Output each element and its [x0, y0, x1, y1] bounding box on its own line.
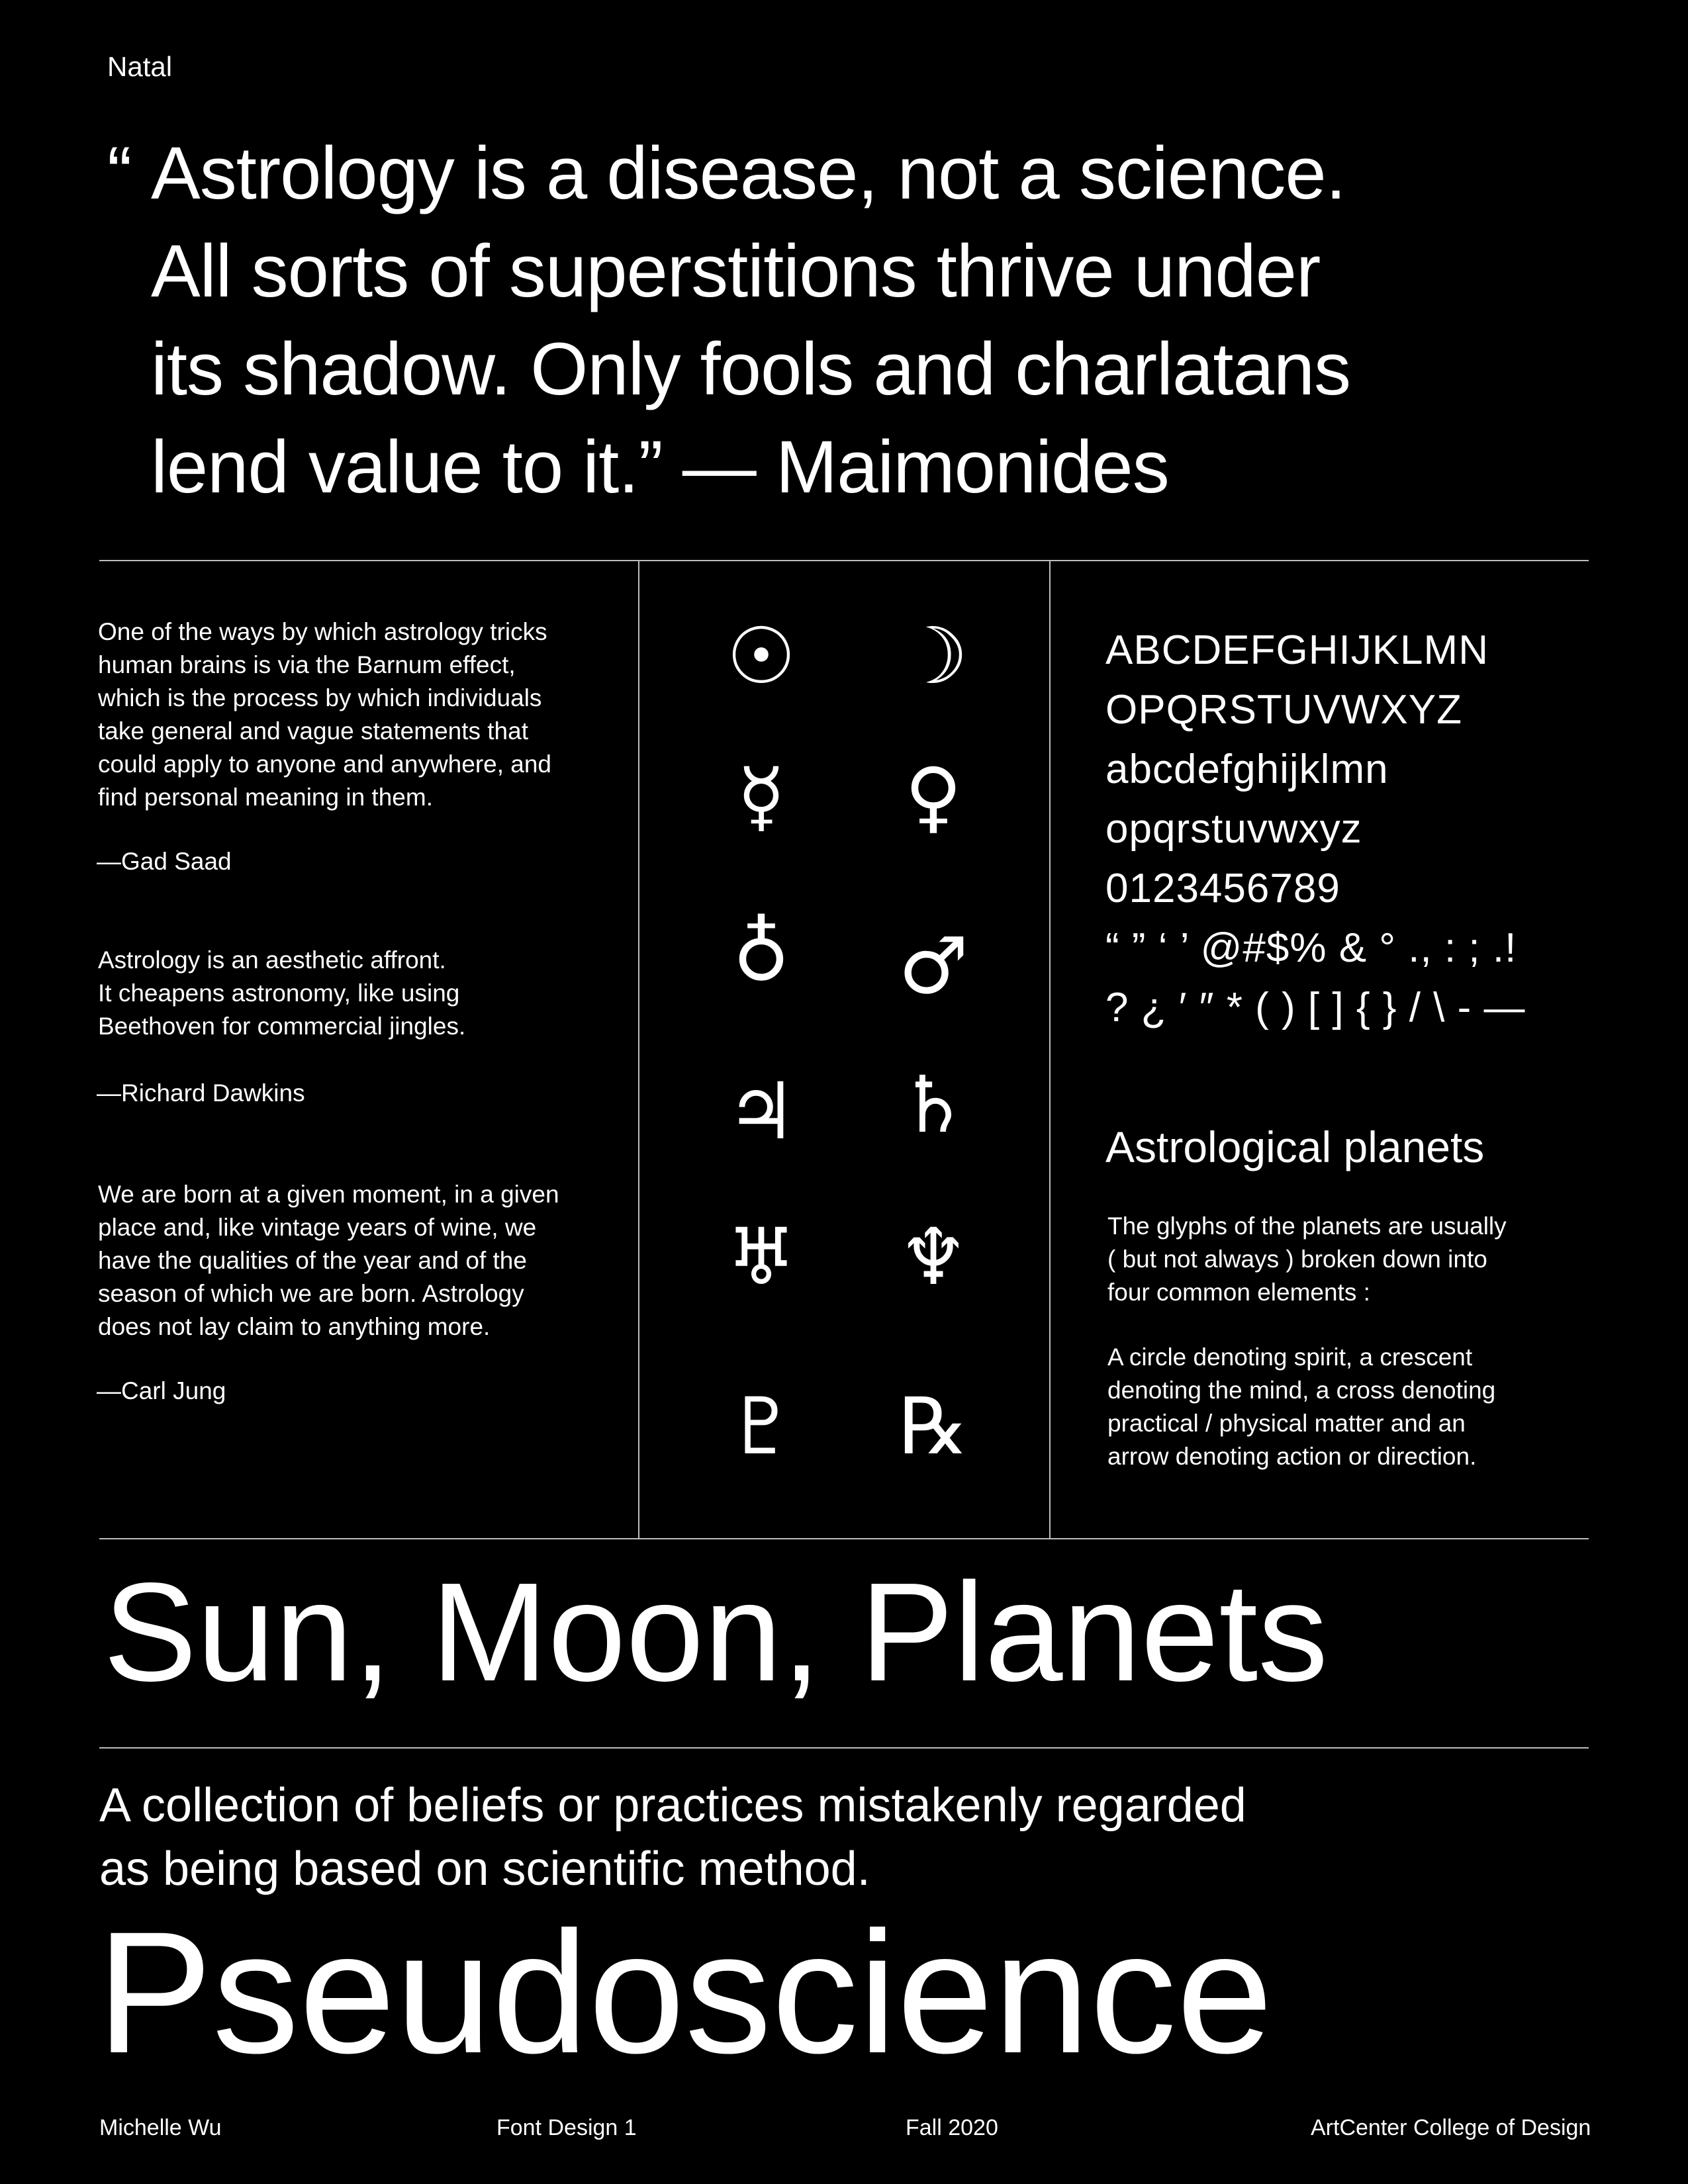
quote-line: have the qualities of the year and of the	[98, 1247, 527, 1274]
charset-line: abcdefghijklmn	[1105, 747, 1389, 792]
quote-carl-jung	[98, 1178, 621, 1343]
character-set	[1105, 621, 1525, 1038]
column-divider-right	[1049, 560, 1051, 1538]
quote-line: Beethoven for commercial jingles.	[98, 1013, 466, 1040]
quote-line: take general and vague statements that	[98, 717, 528, 745]
quote-line: human brains is via the Barnum effect,	[98, 651, 516, 678]
quote-line: find personal meaning in them.	[98, 784, 433, 811]
footer-school: ArtCenter College of Design	[1311, 2115, 1591, 2140]
planets-line: A circle denoting spirit, a crescent	[1107, 1343, 1473, 1371]
uranus-icon: ♅	[726, 1211, 796, 1302]
quote-line: Astrology is an aesthetic affront.	[98, 946, 446, 974]
divider-top	[99, 560, 1589, 561]
header-label: Natal	[107, 51, 173, 82]
quote-line: does not lay claim to anything more.	[98, 1313, 491, 1340]
charset-line: “ ” ‘ ’ @#$% & ° ., : ; .!	[1105, 925, 1517, 971]
planets-line: four common elements :	[1107, 1279, 1370, 1306]
planets-body	[1107, 1341, 1571, 1473]
divider-bottom	[99, 1747, 1589, 1749]
quote-line: It cheapens astronomy, like using	[98, 979, 460, 1007]
pluto-icon: ♇	[726, 1381, 796, 1472]
charset-line: OPQRSTUVWXYZ	[1105, 687, 1463, 733]
attribution-gad-saad: —Gad Saad	[97, 848, 232, 875]
open-quote-mark: “	[107, 132, 132, 214]
quote-richard-dawkins	[98, 944, 621, 1043]
retrograde-icon: ℞	[898, 1381, 968, 1472]
saturn-icon: ♄	[898, 1059, 968, 1150]
mercury-icon: ☿	[737, 751, 786, 842]
divider-middle	[99, 1538, 1589, 1539]
quote-line: which is the process by which individuals	[98, 684, 542, 711]
footer-term: Fall 2020	[906, 2115, 998, 2140]
quote-gad-saad	[98, 615, 621, 814]
jupiter-icon: ♃	[726, 1066, 796, 1157]
column-divider-left	[638, 560, 639, 1538]
charset-line: 0123456789	[1105, 866, 1340, 911]
footer-author: Michelle Wu	[99, 2115, 222, 2140]
attribution-richard-dawkins: —Richard Dawkins	[97, 1079, 305, 1107]
planets-line: denoting the mind, a cross denoting	[1107, 1377, 1496, 1404]
planets-line: practical / physical matter and an	[1107, 1410, 1466, 1437]
definition	[99, 1774, 1246, 1901]
attribution-carl-jung: —Carl Jung	[97, 1377, 226, 1404]
moon-icon: ☽	[898, 610, 968, 702]
mars-icon: ♂	[898, 920, 968, 1011]
quote-line: place and, like vintage years of wine, we	[98, 1214, 537, 1241]
neptune-icon: ♆	[898, 1211, 968, 1302]
hero-quote-line: lend value to it.” — Maimonides	[151, 426, 1169, 508]
quote-line: could apply to anyone and anywhere, and	[98, 751, 552, 778]
charset-line: opqrstuvwxyz	[1105, 806, 1362, 852]
hero-quote-line: its shadow. Only fools and charlatans	[151, 328, 1351, 410]
charset-line: ? ¿ ′ ″ * ( ) [ ] { } / \ - —	[1105, 985, 1526, 1030]
definition-line: A collection of beliefs or practices mistakenly regarded	[99, 1779, 1246, 1832]
quote-line: season of which we are born. Astrology	[98, 1280, 524, 1307]
definition-line: as being based on scientific method.	[99, 1843, 870, 1895]
charset-line: ABCDEFGHIJKLMN	[1105, 627, 1489, 673]
footer-course: Font Design 1	[496, 2115, 637, 2140]
planets-line: arrow denoting action or direction.	[1107, 1443, 1477, 1470]
sun-icon: ☉	[726, 610, 796, 702]
planets-line: The glyphs of the planets are usually	[1107, 1212, 1507, 1240]
planets-intro	[1107, 1210, 1571, 1309]
title-sun-moon-planets: Sun, Moon, Planets	[103, 1553, 1329, 1710]
planets-heading: Astrological planets	[1105, 1122, 1485, 1171]
quote-line: We are born at a given moment, in a given	[98, 1181, 559, 1208]
earth-icon: ♁	[732, 907, 790, 998]
planets-line: ( but not always ) broken down into	[1107, 1246, 1487, 1273]
hero-quote	[107, 124, 1577, 516]
hero-quote-line: All sorts of superstitions thrive under	[151, 230, 1321, 312]
title-pseudoscience: Pseudoscience	[97, 1895, 1273, 2089]
hero-quote-line: “ Astrology is a disease, not a science.	[107, 124, 1577, 222]
quote-line: One of the ways by which astrology tricks	[98, 618, 547, 645]
venus-icon: ♀	[904, 751, 962, 842]
